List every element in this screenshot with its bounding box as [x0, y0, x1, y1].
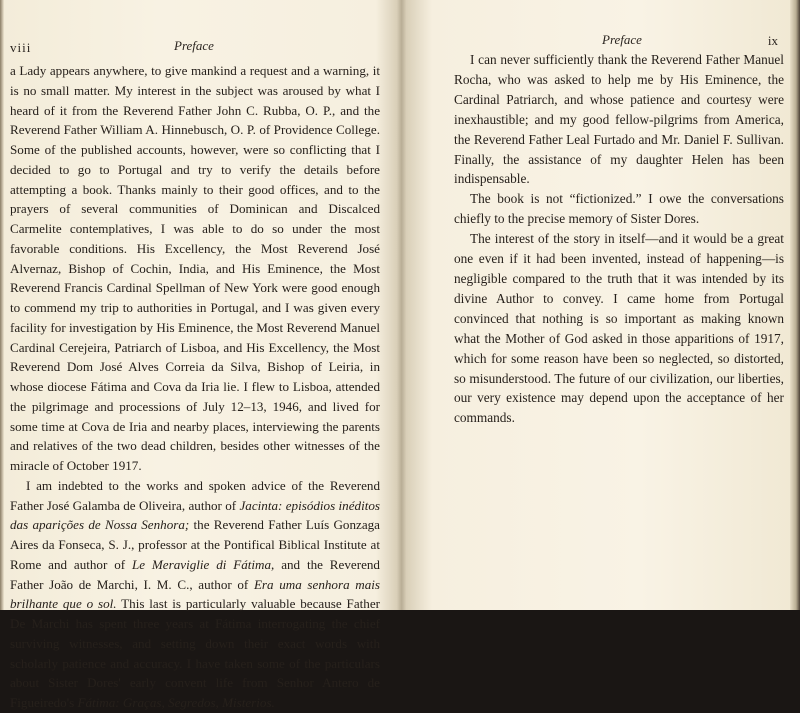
paragraph — [10, 476, 380, 713]
paragraph — [454, 189, 784, 229]
italic-title: Jacinta: episódios inéditos das aparições de Nossa Senhora; — [10, 497, 380, 533]
text-run: The book is not “fictionized.” I owe the conversations chiefly to the precise memory of Sister Dores. — [454, 191, 784, 227]
italic-title: Fátima: Graças, Segredos, Misterios. — [77, 695, 275, 710]
paragraph — [454, 50, 784, 189]
italic-title: Le Meraviglie di Fátima, — [131, 556, 275, 572]
right-page-edge — [790, 0, 800, 610]
running-head: Preface — [602, 32, 642, 47]
running-head: Preface — [174, 38, 214, 53]
paragraph — [454, 229, 784, 428]
page-number: viii — [10, 40, 32, 55]
text-run: a Lady appears anywhere, to give mankind a request and a warning, it is no small matter. My interest in the subject was aroused by what I heard of it from the Reverend Father John C. Rubba, O. P., and the Reverend Father William A. Hinnebusch, O. P. of Providence College. Some of the published accounts, however, were so conflicting that I decided to go to Portugal and try to verify the details before attempting a book. Thanks mainly to their good offices, and to the prayers of several communities of Dominican and Discalced Carmelite contemplatives, I was able to do so under the most favorable conditions. His Excellency, the Most Reverend José Alvernaz, Bishop of Cochin, India, and His Eminence, the Most Reverend Francis Cardinal Spellman of New York were good enough to commend my trip to authorities in Portugal, and I was given every facility for investigation by His Eminence, the Most Reverend Manuel Cardinal Cerejeira, Patriarch of Lisboa, and His Excellency, the Most Reverend Dom José Alves Correia da Silva, Bishop of Leiria, in whose diocese Fátima and Cova da Iria lie. I flew to Lisboa, attended the pilgrimage and processions of July 12–13, 1946, and lived for some time at Cova de Iria and nearby places, interviewing the parents and relatives of the two dead children, besides other witnesses of the miracle of October 1917. — [10, 63, 380, 473]
paragraph — [10, 61, 380, 476]
left-page-body — [10, 61, 380, 713]
page-number: ix — [767, 33, 778, 48]
text-run: The interest of the story in itself—and it would be a great one even if it had been invented, instead of happening—is negligible compared to the truth that it was intended by its divine Author to convey. I came home from Portugal convinced that nothing is so important as making known what the Mother of God asked in those apparitions of 1917, which for some reason have been so neglected, so distorted, so misunderstood. The future of our civilization, our liberties, our very existence may depend upon the acceptance of her commands. — [454, 231, 784, 426]
text-run: and the Reverend Father João de Marchi, I. M. C., author of — [10, 556, 380, 592]
text-run: I am indebted to the works and spoken advice of the Reverend Father José Galamba de Oliveira, author of — [10, 477, 380, 513]
right-page-body — [454, 50, 784, 428]
text-run: I can never sufficiently thank the Reverend Father Manuel Rocha, who was asked to help me by His Eminence, the Cardinal Patriarch, and whose patience and courtesy were inexhaustible; and my good fellow-pilgrims from America, the Reverend Father Leal Furtado and Mr. Daniel F. Sullivan. Finally, the assistance of my daughter Helen has been indispensable. — [454, 52, 784, 187]
text-run: This last is particularly valuable because Father De Marchi has spent three years at Fátima interrogating the chief surviving witnesses, and setting down their exact words with scholarly patience and accuracy. I have taken some of the particulars about Sister Dores' early convent life from Senhor Antero de Figueiredo's — [10, 596, 380, 710]
text-run: the Reverend Father Luís Gonzaga Aires da Fonseca, S. J., professor at the Pontifical Biblical Institute at Rome and author of — [10, 517, 380, 572]
right-page — [408, 0, 800, 610]
left-page — [0, 0, 392, 710]
italic-title: Era uma senhora mais brilhante que o sol. — [10, 576, 381, 612]
